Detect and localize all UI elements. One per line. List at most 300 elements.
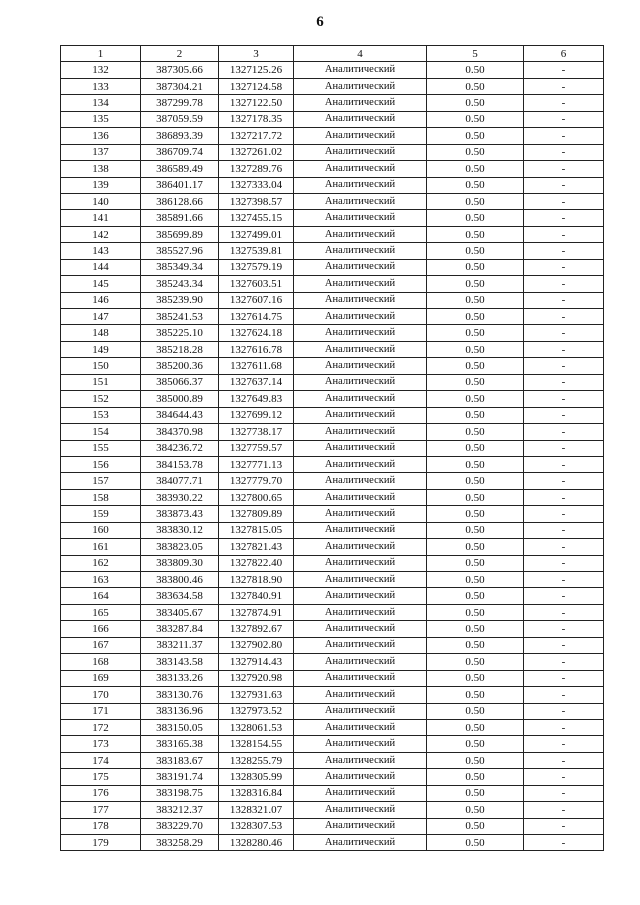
x-coordinate-cell: 383165.38 — [141, 736, 219, 752]
method-cell: Аналитический — [294, 736, 427, 752]
column-header: 6 — [524, 46, 604, 62]
note-cell: - — [524, 128, 604, 144]
point-number-cell: 134 — [61, 95, 141, 111]
point-number-cell: 149 — [61, 341, 141, 357]
table-row — [61, 637, 604, 653]
x-coordinate-cell: 387305.66 — [141, 62, 219, 78]
point-number-cell: 158 — [61, 489, 141, 505]
x-coordinate-cell: 383634.58 — [141, 588, 219, 604]
method-cell: Аналитический — [294, 243, 427, 259]
point-number-cell: 142 — [61, 226, 141, 242]
note-cell: - — [524, 588, 604, 604]
method-cell: Аналитический — [294, 489, 427, 505]
method-cell: Аналитический — [294, 604, 427, 620]
x-coordinate-cell: 383136.96 — [141, 703, 219, 719]
note-cell: - — [524, 259, 604, 275]
point-number-cell: 159 — [61, 506, 141, 522]
method-cell: Аналитический — [294, 522, 427, 538]
x-coordinate-cell: 383133.26 — [141, 670, 219, 686]
method-cell: Аналитический — [294, 752, 427, 768]
note-cell: - — [524, 391, 604, 407]
note-cell: - — [524, 670, 604, 686]
method-cell: Аналитический — [294, 473, 427, 489]
point-number-cell: 161 — [61, 539, 141, 555]
x-coordinate-cell: 385527.96 — [141, 243, 219, 259]
accuracy-cell: 0.50 — [427, 243, 524, 259]
point-number-cell: 135 — [61, 111, 141, 127]
point-number-cell: 156 — [61, 456, 141, 472]
x-coordinate-cell: 383150.05 — [141, 719, 219, 735]
x-coordinate-cell: 385239.90 — [141, 292, 219, 308]
note-cell: - — [524, 572, 604, 588]
note-cell: - — [524, 358, 604, 374]
note-cell: - — [524, 769, 604, 785]
accuracy-cell: 0.50 — [427, 654, 524, 670]
x-coordinate-cell: 384153.78 — [141, 456, 219, 472]
accuracy-cell: 0.50 — [427, 95, 524, 111]
x-coordinate-cell: 386709.74 — [141, 144, 219, 160]
accuracy-cell: 0.50 — [427, 719, 524, 735]
table-row — [61, 407, 604, 423]
method-cell: Аналитический — [294, 78, 427, 94]
x-coordinate-cell: 383873.43 — [141, 506, 219, 522]
accuracy-cell: 0.50 — [427, 588, 524, 604]
accuracy-cell: 0.50 — [427, 259, 524, 275]
table-row — [61, 736, 604, 752]
note-cell: - — [524, 489, 604, 505]
table-row — [61, 358, 604, 374]
point-number-cell: 176 — [61, 785, 141, 801]
accuracy-cell: 0.50 — [427, 637, 524, 653]
y-coordinate-cell: 1327759.57 — [219, 440, 294, 456]
x-coordinate-cell: 385066.37 — [141, 374, 219, 390]
accuracy-cell: 0.50 — [427, 62, 524, 78]
note-cell: - — [524, 243, 604, 259]
y-coordinate-cell: 1327124.58 — [219, 78, 294, 94]
accuracy-cell: 0.50 — [427, 407, 524, 423]
y-coordinate-cell: 1327637.14 — [219, 374, 294, 390]
y-coordinate-cell: 1328316.84 — [219, 785, 294, 801]
table-row — [61, 703, 604, 719]
method-cell: Аналитический — [294, 128, 427, 144]
y-coordinate-cell: 1327809.89 — [219, 506, 294, 522]
note-cell: - — [524, 62, 604, 78]
method-cell: Аналитический — [294, 654, 427, 670]
note-cell: - — [524, 621, 604, 637]
table-row — [61, 489, 604, 505]
point-number-cell: 147 — [61, 309, 141, 325]
method-cell: Аналитический — [294, 703, 427, 719]
y-coordinate-cell: 1327611.68 — [219, 358, 294, 374]
x-coordinate-cell: 383405.67 — [141, 604, 219, 620]
x-coordinate-cell: 384370.98 — [141, 424, 219, 440]
table-row — [61, 835, 604, 851]
note-cell: - — [524, 325, 604, 341]
y-coordinate-cell: 1327818.90 — [219, 572, 294, 588]
method-cell: Аналитический — [294, 506, 427, 522]
table-row — [61, 128, 604, 144]
note-cell: - — [524, 78, 604, 94]
x-coordinate-cell: 384644.43 — [141, 407, 219, 423]
accuracy-cell: 0.50 — [427, 374, 524, 390]
accuracy-cell: 0.50 — [427, 802, 524, 818]
y-coordinate-cell: 1327539.81 — [219, 243, 294, 259]
point-number-cell: 152 — [61, 391, 141, 407]
accuracy-cell: 0.50 — [427, 161, 524, 177]
table-row — [61, 588, 604, 604]
table-row — [61, 292, 604, 308]
note-cell: - — [524, 341, 604, 357]
point-number-cell: 133 — [61, 78, 141, 94]
table-row — [61, 226, 604, 242]
x-coordinate-cell: 385225.10 — [141, 325, 219, 341]
method-cell: Аналитический — [294, 210, 427, 226]
table-row — [61, 325, 604, 341]
table-row — [61, 752, 604, 768]
point-number-cell: 171 — [61, 703, 141, 719]
point-number-cell: 167 — [61, 637, 141, 653]
x-coordinate-cell: 383143.58 — [141, 654, 219, 670]
method-cell: Аналитический — [294, 456, 427, 472]
table-row — [61, 111, 604, 127]
accuracy-cell: 0.50 — [427, 604, 524, 620]
accuracy-cell: 0.50 — [427, 391, 524, 407]
table-row — [61, 78, 604, 94]
accuracy-cell: 0.50 — [427, 358, 524, 374]
column-header: 2 — [141, 46, 219, 62]
note-cell: - — [524, 161, 604, 177]
y-coordinate-cell: 1327840.91 — [219, 588, 294, 604]
accuracy-cell: 0.50 — [427, 687, 524, 703]
method-cell: Аналитический — [294, 719, 427, 735]
table-row — [61, 440, 604, 456]
table-row — [61, 604, 604, 620]
x-coordinate-cell: 385699.89 — [141, 226, 219, 242]
point-number-cell: 162 — [61, 555, 141, 571]
x-coordinate-cell: 383212.37 — [141, 802, 219, 818]
point-number-cell: 177 — [61, 802, 141, 818]
x-coordinate-cell: 383183.67 — [141, 752, 219, 768]
method-cell: Аналитический — [294, 687, 427, 703]
point-number-cell: 154 — [61, 424, 141, 440]
y-coordinate-cell: 1328061.53 — [219, 719, 294, 735]
point-number-cell: 170 — [61, 687, 141, 703]
accuracy-cell: 0.50 — [427, 456, 524, 472]
table-row — [61, 391, 604, 407]
method-cell: Аналитический — [294, 785, 427, 801]
accuracy-cell: 0.50 — [427, 341, 524, 357]
note-cell: - — [524, 407, 604, 423]
note-cell: - — [524, 292, 604, 308]
x-coordinate-cell: 384077.71 — [141, 473, 219, 489]
note-cell: - — [524, 456, 604, 472]
note-cell: - — [524, 539, 604, 555]
method-cell: Аналитический — [294, 835, 427, 851]
table-row — [61, 456, 604, 472]
table-row — [61, 687, 604, 703]
accuracy-cell: 0.50 — [427, 752, 524, 768]
method-cell: Аналитический — [294, 144, 427, 160]
accuracy-cell: 0.50 — [427, 703, 524, 719]
method-cell: Аналитический — [294, 802, 427, 818]
method-cell: Аналитический — [294, 111, 427, 127]
x-coordinate-cell: 383130.76 — [141, 687, 219, 703]
method-cell: Аналитический — [294, 95, 427, 111]
x-coordinate-cell: 385891.66 — [141, 210, 219, 226]
point-number-cell: 145 — [61, 276, 141, 292]
note-cell: - — [524, 818, 604, 834]
y-coordinate-cell: 1327499.01 — [219, 226, 294, 242]
y-coordinate-cell: 1327800.65 — [219, 489, 294, 505]
column-header: 3 — [219, 46, 294, 62]
accuracy-cell: 0.50 — [427, 736, 524, 752]
point-number-cell: 138 — [61, 161, 141, 177]
note-cell: - — [524, 687, 604, 703]
x-coordinate-cell: 385218.28 — [141, 341, 219, 357]
method-cell: Аналитический — [294, 572, 427, 588]
table-header-row — [61, 46, 604, 62]
note-cell: - — [524, 309, 604, 325]
method-cell: Аналитический — [294, 818, 427, 834]
x-coordinate-cell: 385349.34 — [141, 259, 219, 275]
accuracy-cell: 0.50 — [427, 621, 524, 637]
table-row — [61, 506, 604, 522]
table-row — [61, 193, 604, 209]
method-cell: Аналитический — [294, 62, 427, 78]
table-row — [61, 210, 604, 226]
point-number-cell: 140 — [61, 193, 141, 209]
method-cell: Аналитический — [294, 177, 427, 193]
x-coordinate-cell: 383823.05 — [141, 539, 219, 555]
accuracy-cell: 0.50 — [427, 440, 524, 456]
accuracy-cell: 0.50 — [427, 292, 524, 308]
note-cell: - — [524, 473, 604, 489]
y-coordinate-cell: 1327603.51 — [219, 276, 294, 292]
method-cell: Аналитический — [294, 341, 427, 357]
accuracy-cell: 0.50 — [427, 325, 524, 341]
accuracy-cell: 0.50 — [427, 835, 524, 851]
note-cell: - — [524, 719, 604, 735]
method-cell: Аналитический — [294, 637, 427, 653]
y-coordinate-cell: 1328255.79 — [219, 752, 294, 768]
method-cell: Аналитический — [294, 539, 427, 555]
y-coordinate-cell: 1327821.43 — [219, 539, 294, 555]
note-cell: - — [524, 440, 604, 456]
point-number-cell: 160 — [61, 522, 141, 538]
note-cell: - — [524, 736, 604, 752]
method-cell: Аналитический — [294, 325, 427, 341]
x-coordinate-cell: 386893.39 — [141, 128, 219, 144]
note-cell: - — [524, 111, 604, 127]
accuracy-cell: 0.50 — [427, 78, 524, 94]
x-coordinate-cell: 386401.17 — [141, 177, 219, 193]
method-cell: Аналитический — [294, 226, 427, 242]
x-coordinate-cell: 385241.53 — [141, 309, 219, 325]
note-cell: - — [524, 703, 604, 719]
x-coordinate-cell: 385243.34 — [141, 276, 219, 292]
y-coordinate-cell: 1327624.18 — [219, 325, 294, 341]
accuracy-cell: 0.50 — [427, 473, 524, 489]
accuracy-cell: 0.50 — [427, 506, 524, 522]
point-number-cell: 148 — [61, 325, 141, 341]
point-number-cell: 164 — [61, 588, 141, 604]
y-coordinate-cell: 1327455.15 — [219, 210, 294, 226]
point-number-cell: 143 — [61, 243, 141, 259]
table-row — [61, 95, 604, 111]
accuracy-cell: 0.50 — [427, 522, 524, 538]
x-coordinate-cell: 383830.12 — [141, 522, 219, 538]
y-coordinate-cell: 1327122.50 — [219, 95, 294, 111]
table-row — [61, 785, 604, 801]
y-coordinate-cell: 1327579.19 — [219, 259, 294, 275]
method-cell: Аналитический — [294, 769, 427, 785]
table-row — [61, 473, 604, 489]
table-row — [61, 555, 604, 571]
point-number-cell: 172 — [61, 719, 141, 735]
note-cell: - — [524, 555, 604, 571]
y-coordinate-cell: 1327398.57 — [219, 193, 294, 209]
note-cell: - — [524, 637, 604, 653]
accuracy-cell: 0.50 — [427, 769, 524, 785]
method-cell: Аналитический — [294, 621, 427, 637]
y-coordinate-cell: 1327892.67 — [219, 621, 294, 637]
note-cell: - — [524, 522, 604, 538]
accuracy-cell: 0.50 — [427, 210, 524, 226]
table-row — [61, 818, 604, 834]
table-row — [61, 719, 604, 735]
y-coordinate-cell: 1327822.40 — [219, 555, 294, 571]
point-number-cell: 163 — [61, 572, 141, 588]
y-coordinate-cell: 1327874.91 — [219, 604, 294, 620]
point-number-cell: 151 — [61, 374, 141, 390]
y-coordinate-cell: 1327815.05 — [219, 522, 294, 538]
point-number-cell: 141 — [61, 210, 141, 226]
y-coordinate-cell: 1327699.12 — [219, 407, 294, 423]
accuracy-cell: 0.50 — [427, 144, 524, 160]
note-cell: - — [524, 276, 604, 292]
coordinates-table — [60, 45, 604, 851]
x-coordinate-cell: 387059.59 — [141, 111, 219, 127]
accuracy-cell: 0.50 — [427, 309, 524, 325]
point-number-cell: 153 — [61, 407, 141, 423]
table-row — [61, 539, 604, 555]
table-row — [61, 341, 604, 357]
y-coordinate-cell: 1327616.78 — [219, 341, 294, 357]
y-coordinate-cell: 1327973.52 — [219, 703, 294, 719]
method-cell: Аналитический — [294, 407, 427, 423]
method-cell: Аналитический — [294, 391, 427, 407]
y-coordinate-cell: 1327261.02 — [219, 144, 294, 160]
point-number-cell: 168 — [61, 654, 141, 670]
x-coordinate-cell: 383198.75 — [141, 785, 219, 801]
table-row — [61, 161, 604, 177]
point-number-cell: 175 — [61, 769, 141, 785]
note-cell: - — [524, 506, 604, 522]
table-row — [61, 243, 604, 259]
y-coordinate-cell: 1327614.75 — [219, 309, 294, 325]
method-cell: Аналитический — [294, 292, 427, 308]
note-cell: - — [524, 752, 604, 768]
x-coordinate-cell: 383211.37 — [141, 637, 219, 653]
table-body — [61, 62, 604, 851]
point-number-cell: 150 — [61, 358, 141, 374]
point-number-cell: 155 — [61, 440, 141, 456]
accuracy-cell: 0.50 — [427, 670, 524, 686]
x-coordinate-cell: 383800.46 — [141, 572, 219, 588]
note-cell: - — [524, 144, 604, 160]
y-coordinate-cell: 1327649.83 — [219, 391, 294, 407]
note-cell: - — [524, 193, 604, 209]
x-coordinate-cell: 386128.66 — [141, 193, 219, 209]
point-number-cell: 165 — [61, 604, 141, 620]
y-coordinate-cell: 1327333.04 — [219, 177, 294, 193]
x-coordinate-cell: 384236.72 — [141, 440, 219, 456]
point-number-cell: 179 — [61, 835, 141, 851]
table-row — [61, 769, 604, 785]
y-coordinate-cell: 1327779.70 — [219, 473, 294, 489]
y-coordinate-cell: 1327289.76 — [219, 161, 294, 177]
x-coordinate-cell: 383809.30 — [141, 555, 219, 571]
accuracy-cell: 0.50 — [427, 818, 524, 834]
method-cell: Аналитический — [294, 424, 427, 440]
accuracy-cell: 0.50 — [427, 489, 524, 505]
point-number-cell: 137 — [61, 144, 141, 160]
method-cell: Аналитический — [294, 276, 427, 292]
note-cell: - — [524, 177, 604, 193]
accuracy-cell: 0.50 — [427, 177, 524, 193]
table-row — [61, 309, 604, 325]
page-number: 6 — [316, 14, 324, 30]
point-number-cell: 178 — [61, 818, 141, 834]
point-number-cell: 132 — [61, 62, 141, 78]
table-row — [61, 177, 604, 193]
table-row — [61, 144, 604, 160]
y-coordinate-cell: 1328307.53 — [219, 818, 294, 834]
accuracy-cell: 0.50 — [427, 424, 524, 440]
note-cell: - — [524, 835, 604, 851]
method-cell: Аналитический — [294, 588, 427, 604]
note-cell: - — [524, 654, 604, 670]
x-coordinate-cell: 385000.89 — [141, 391, 219, 407]
accuracy-cell: 0.50 — [427, 193, 524, 209]
point-number-cell: 169 — [61, 670, 141, 686]
accuracy-cell: 0.50 — [427, 111, 524, 127]
table-row — [61, 62, 604, 78]
table-row — [61, 802, 604, 818]
table-row — [61, 424, 604, 440]
note-cell: - — [524, 785, 604, 801]
accuracy-cell: 0.50 — [427, 226, 524, 242]
point-number-cell: 166 — [61, 621, 141, 637]
x-coordinate-cell: 386589.49 — [141, 161, 219, 177]
table-row — [61, 374, 604, 390]
y-coordinate-cell: 1327771.13 — [219, 456, 294, 472]
accuracy-cell: 0.50 — [427, 128, 524, 144]
point-number-cell: 144 — [61, 259, 141, 275]
note-cell: - — [524, 604, 604, 620]
x-coordinate-cell: 383191.74 — [141, 769, 219, 785]
y-coordinate-cell: 1327607.16 — [219, 292, 294, 308]
x-coordinate-cell: 387299.78 — [141, 95, 219, 111]
table-row — [61, 522, 604, 538]
column-header: 4 — [294, 46, 427, 62]
accuracy-cell: 0.50 — [427, 785, 524, 801]
table-row — [61, 621, 604, 637]
table-row — [61, 670, 604, 686]
accuracy-cell: 0.50 — [427, 555, 524, 571]
method-cell: Аналитический — [294, 374, 427, 390]
x-coordinate-cell: 385200.36 — [141, 358, 219, 374]
